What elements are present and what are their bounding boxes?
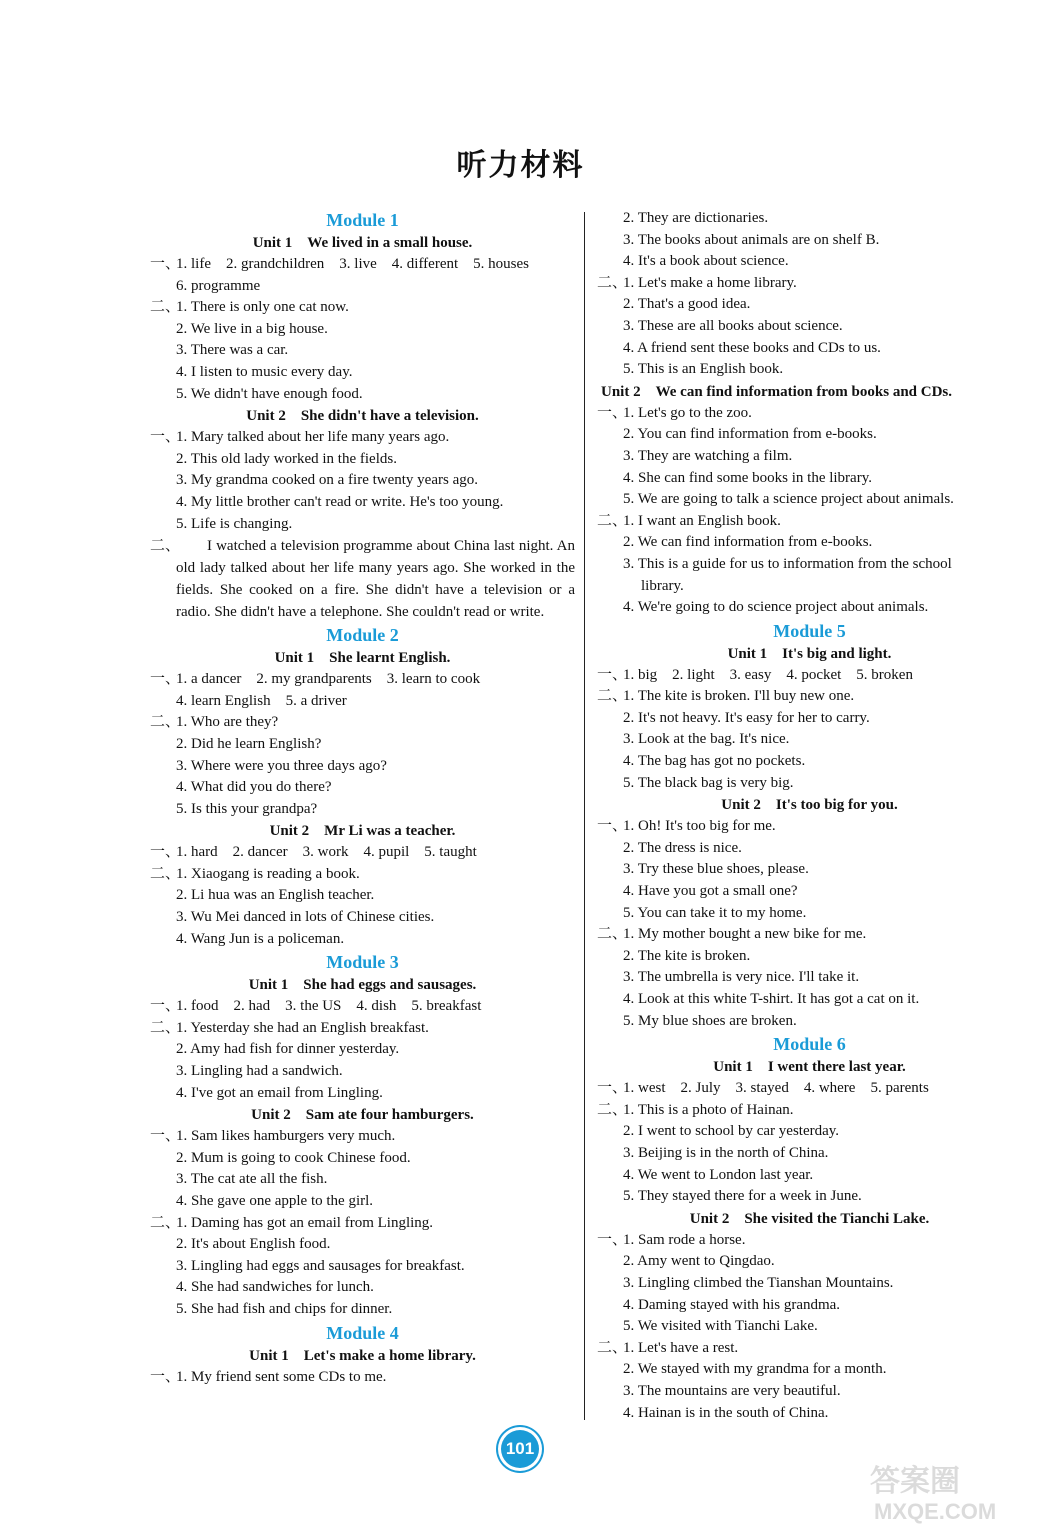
unit-heading: Unit 1 We lived in a small house. <box>252 235 473 251</box>
section-marker: 二、 <box>597 512 628 529</box>
unit-heading: Unit 2 It's too big for you. <box>721 797 898 814</box>
exercise-text: 1. Yesterday she had an English breakfast. <box>176 1019 429 1036</box>
column-divider <box>584 212 585 1420</box>
exercise-line: 5. This is an English book. <box>623 361 784 378</box>
exercise-line: 2. Amy went to Qingdao. <box>623 1253 775 1270</box>
exercise-line: 2. The dress is nice. <box>623 839 742 856</box>
right-column <box>597 208 1022 1424</box>
exercise-line <box>150 427 575 449</box>
unit-heading: Unit 1 She had eggs and sausages. <box>248 977 477 994</box>
exercise-line: 2. Did he learn English? <box>176 735 322 752</box>
exercise-line: 3. Look at the bag. It's nice. <box>623 731 790 748</box>
exercise-line <box>597 686 1022 708</box>
exercise-line: 3. This is a guide for us to information from the school <box>623 555 952 572</box>
exercise-line <box>150 1018 575 1040</box>
exercise-line <box>150 297 575 319</box>
exercise-line: 4. Daming stayed with his grandma. <box>623 1296 841 1313</box>
exercise-line: 5. We are going to talk a science project about animals. <box>623 491 954 508</box>
unit-heading: Unit 2 She didn't have a television. <box>246 408 479 425</box>
exercise-line: 2. The kite is broken. <box>623 947 751 964</box>
exercise-line: 4. Look at this white T-shirt. It has got a cat on it. <box>623 991 920 1007</box>
section-marker: 一、 <box>597 666 628 683</box>
exercise-line: 6. programme <box>176 277 261 294</box>
left-column <box>150 208 575 1388</box>
exercise-line <box>150 254 575 276</box>
exercise-line: 5. They stayed there for a week in June. <box>623 1188 862 1205</box>
exercise-line: 5. We visited with Tianchi Lake. <box>623 1318 818 1335</box>
section-marker: 一、 <box>150 1368 181 1385</box>
exercise-line: 2. It's not heavy. It's easy for her to carry. <box>623 709 870 726</box>
section-marker: 二、 <box>150 1019 181 1036</box>
module-heading: Module 1 <box>326 210 399 230</box>
exercise-line: 4. Hainan is in the south of China. <box>623 1404 829 1421</box>
exercise-line <box>597 511 1022 533</box>
exercise-line <box>597 1078 1022 1100</box>
exercise-line: 3. The books about animals are on shelf B. <box>623 231 880 248</box>
exercise-line: 3. Lingling had a sandwich. <box>176 1063 343 1080</box>
exercise-text: 1. Xiaogang is reading a book. <box>176 865 360 882</box>
page-title: 听力材料 <box>456 148 585 183</box>
exercise-line: 3. Wu Mei danced in lots of Chinese cities. <box>176 909 435 926</box>
unit-heading: Unit 2 Mr Li was a teacher. <box>269 823 456 840</box>
section-marker: 一、 <box>150 844 181 861</box>
exercise-line: 4. A friend sent these books and CDs to us. <box>623 339 881 356</box>
exercise-line: 2. They are dictionaries. <box>623 210 769 226</box>
exercise-line: 3. Where were you three days ago? <box>176 757 387 774</box>
exercise-line: 4. We went to London last year. <box>623 1166 814 1183</box>
exercise-line <box>597 403 1022 425</box>
unit-heading: Unit 1 Let's make a home library. <box>249 1347 476 1364</box>
section-marker: 二、 <box>597 1339 628 1356</box>
section-marker: 一、 <box>150 256 181 272</box>
exercise-line: 4. She gave one apple to the girl. <box>176 1193 374 1209</box>
exercise-line: 3. Try these blue shoes, please. <box>623 861 809 878</box>
exercise-line <box>597 924 1022 946</box>
exercise-line <box>150 864 575 886</box>
module-heading: Module 4 <box>326 1322 399 1343</box>
exercise-line: 5. She had fish and chips for dinner. <box>176 1300 393 1317</box>
section-marker: 二、 <box>150 714 181 731</box>
exercise-line <box>150 1126 575 1148</box>
exercise-text: 1. I want an English book. <box>623 512 781 529</box>
exercise-line: 2. I went to school by car yesterday. <box>623 1123 840 1140</box>
exercise-line: 5. You can take it to my home. <box>623 904 807 921</box>
module-heading: Module 3 <box>326 952 399 973</box>
exercise-text: 1. This is a photo of Hainan. <box>623 1101 794 1118</box>
exercise-line: 5. Is this your grandpa? <box>176 800 318 817</box>
exercise-line: 4. She can find some books in the library. <box>623 469 872 486</box>
section-marker: 一、 <box>150 671 181 688</box>
exercise-line: 4. I've got an email from Lingling. <box>176 1084 383 1101</box>
section-marker: 二、 <box>150 865 181 882</box>
unit-heading: Unit 2 We can find information from books and CDs. <box>601 383 953 400</box>
paragraph-text: I watched a television programme about China last night. An old lady talked about her life many years ago. She worked in the fields. She cooked on a fire. She didn't have a television or a radio. She didn't have a telephone. She couldn't read or write. <box>176 538 575 621</box>
section-marker: 二、 <box>150 1214 181 1231</box>
exercise-line: 3. Lingling climbed the Tianshan Mountains. <box>623 1274 894 1291</box>
section-marker: 二、 <box>597 688 628 705</box>
unit-heading: Unit 2 She visited the Tianchi Lake. <box>689 1210 930 1227</box>
exercise-line <box>150 1367 575 1389</box>
exercise-line <box>597 1100 1022 1122</box>
exercise-text: 1. Let's go to the zoo. <box>623 404 752 421</box>
exercise-line: 4. We're going to do science project about animals. <box>623 599 929 616</box>
exercise-line <box>150 842 575 864</box>
exercise-line <box>597 665 1022 687</box>
exercise-line: 3. The mountains are very beautiful. <box>623 1382 841 1399</box>
section-marker: 二、 <box>597 1101 628 1118</box>
section-marker: 一、 <box>597 1080 628 1097</box>
module-heading: Module 2 <box>326 625 399 646</box>
exercise-text: 1. Let's have a rest. <box>623 1339 739 1356</box>
exercise-line <box>597 816 1022 838</box>
exercise-text: 1. Daming has got an email from Lingling. <box>176 1214 434 1231</box>
exercise-line: 5. My blue shoes are broken. <box>623 1012 797 1029</box>
exercise-line: 3. Lingling had eggs and sausages for breakfast. <box>176 1257 465 1274</box>
exercise-line <box>150 996 575 1018</box>
section-marker: 二、 <box>150 538 181 555</box>
exercise-text: 1. Oh! It's too big for me. <box>623 818 776 835</box>
exercise-text: 1. hard 2. dancer 3. work 4. pupil 5. taught <box>176 844 477 861</box>
exercise-text: 1. Mary talked about her life many years ago. <box>176 429 450 446</box>
exercise-line: 3. There was a car. <box>176 342 289 359</box>
exercise-line: 2. We stayed with my grandma for a month. <box>623 1361 887 1378</box>
exercise-text: 1. The kite is broken. I'll buy new one. <box>623 688 855 705</box>
unit-heading: Unit 1 She learnt English. <box>274 650 451 667</box>
exercise-text: 1. west 2. July 3. stayed 4. where 5. parents <box>623 1080 929 1097</box>
exercise-line: 2. Mum is going to cook Chinese food. <box>176 1149 411 1166</box>
section-marker: 一、 <box>597 818 628 835</box>
exercise-line: 2. This old lady worked in the fields. <box>176 450 397 467</box>
exercise-text: 1. My mother bought a new bike for me. <box>623 926 867 943</box>
unit-heading: Unit 2 Sam ate four hamburgers. <box>251 1107 474 1124</box>
exercise-line: 2. We live in a big house. <box>176 320 328 337</box>
section-marker: 一、 <box>150 998 181 1015</box>
exercise-line: 2. We can find information from e-books. <box>623 534 873 551</box>
exercise-line: 3. My grandma cooked on a fire twenty years ago. <box>176 472 478 489</box>
exercise-line: 4. learn English 5. a driver <box>176 692 347 709</box>
section-marker: 一、 <box>150 1128 181 1145</box>
exercise-line: 3. Beijing is in the north of China. <box>623 1144 829 1161</box>
exercise-line <box>597 1338 1022 1360</box>
exercise-text: 1. food 2. had 3. the US 4. dish 5. breakfast <box>176 998 482 1015</box>
exercise-line: 3. The umbrella is very nice. I'll take it. <box>623 969 860 986</box>
exercise-text: 1. big 2. light 3. easy 4. pocket 5. broken <box>623 666 913 683</box>
exercise-line: 3. The cat ate all the fish. <box>176 1171 328 1188</box>
exercise-line: 4. I listen to music every day. <box>176 363 353 380</box>
section-marker: 二、 <box>597 274 628 291</box>
exercise-text: 1. There is only one cat now. <box>176 299 349 316</box>
exercise-line: 5. Life is changing. <box>176 515 293 532</box>
unit-heading: Unit 1 It's big and light. <box>727 645 892 662</box>
exercise-line: 2. Li hua was an English teacher. <box>176 887 375 904</box>
exercise-text: 1. Sam likes hamburgers very much. <box>176 1128 396 1145</box>
exercise-text: 1. Let's make a home library. <box>623 274 797 291</box>
exercise-line <box>150 1213 575 1235</box>
exercise-line <box>597 273 1022 295</box>
exercise-line: 3. They are watching a film. <box>623 447 793 464</box>
exercise-text: 1. Who are they? <box>176 714 279 731</box>
page-number-badge: 101 <box>501 1430 539 1468</box>
exercise-line <box>150 712 575 734</box>
exercise-text: 1. life 2. grandchildren 3. live 4. different 5. houses <box>176 256 529 272</box>
section-marker: 一、 <box>150 429 181 446</box>
unit-heading: Unit 1 I went there last year. <box>713 1059 906 1076</box>
exercise-line: 4. What did you do there? <box>176 779 332 796</box>
watermark-cn: 答案圈 <box>870 1464 960 1499</box>
section-marker: 一、 <box>597 404 628 421</box>
section-marker: 二、 <box>597 926 628 943</box>
exercise-line: 2. Amy had fish for dinner yesterday. <box>176 1041 400 1058</box>
exercise-line: 3. These are all books about science. <box>623 317 843 334</box>
exercise-line: 4. She had sandwiches for lunch. <box>176 1279 374 1296</box>
exercise-line: 4. Have you got a small one? <box>623 883 798 900</box>
module-heading: Module 5 <box>773 620 846 641</box>
exercise-line: 2. You can find information from e-books. <box>623 426 877 443</box>
exercise-text: 1. Sam rode a horse. <box>623 1231 746 1248</box>
exercise-line: 5. The black bag is very big. <box>623 774 794 791</box>
exercise-line: 4. The bag has got no pockets. <box>623 753 806 770</box>
exercise-paragraph <box>150 535 575 623</box>
watermark-logo <box>860 1455 1030 1525</box>
exercise-line <box>150 669 575 691</box>
watermark-en: MXQE.COM <box>874 1499 997 1524</box>
exercise-line <box>597 1230 1022 1252</box>
exercise-line: 5. We didn't have enough food. <box>176 385 363 402</box>
module-heading: Module 6 <box>773 1034 846 1055</box>
exercise-line: library. <box>641 577 684 594</box>
exercise-line: 4. My little brother can't read or write. He's too young. <box>176 493 504 510</box>
section-marker: 一、 <box>597 1231 628 1248</box>
exercise-line: 2. That's a good idea. <box>623 296 751 313</box>
exercise-line: 2. It's about English food. <box>176 1236 331 1253</box>
exercise-line: 4. It's a book about science. <box>623 253 789 270</box>
exercise-text: 1. My friend sent some CDs to me. <box>176 1368 387 1385</box>
section-marker: 二、 <box>150 299 181 316</box>
exercise-line: 4. Wang Jun is a policeman. <box>176 930 345 947</box>
exercise-text: 1. a dancer 2. my grandparents 3. learn to cook <box>176 671 481 688</box>
